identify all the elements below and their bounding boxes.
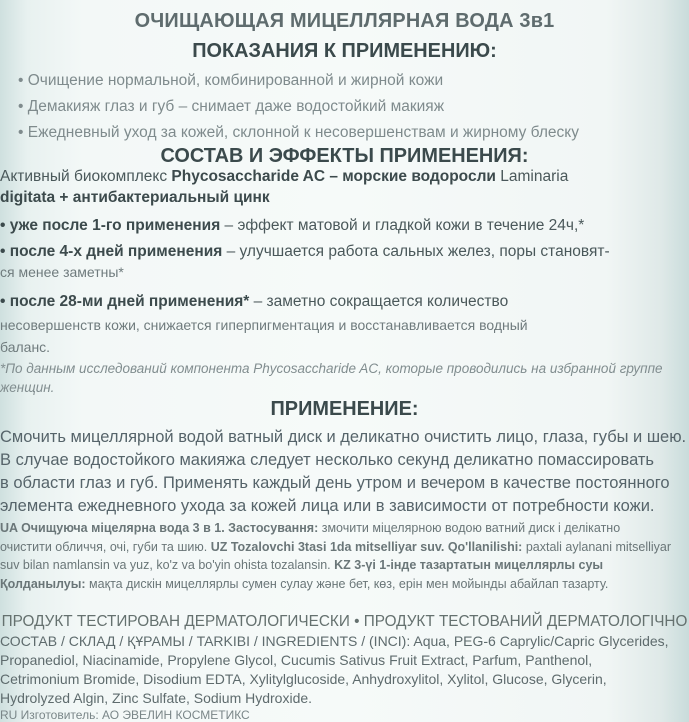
- indications-heading: ПОКАЗАНИЯ К ПРИМЕНЕНИЮ:: [192, 40, 497, 62]
- biocomplex-prefix: Активный биокомплекс: [0, 168, 168, 185]
- usage-line: В случае водостойкого макияжа следует несколько секунд деликатно помассировать: [0, 451, 655, 469]
- translation-ua-cont: очистити обличчя, очі, губи та шию.: [0, 540, 208, 554]
- effect-label: • после 28-ми дней применения*: [0, 293, 250, 310]
- footnote: *По данным исследований компонента Phycosaccharide AC, которые проводились на избранной группе: [0, 361, 663, 376]
- translation-ua: [0, 521, 620, 535]
- manufacturer-line: RU Изготовитель: АО ЭВЕЛИН КОСМЕТИКС: [0, 708, 250, 722]
- ingredients-line: [0, 633, 669, 649]
- usage-heading: ПРИМЕНЕНИЕ:: [270, 398, 419, 420]
- biocomplex-line: [0, 168, 568, 186]
- footnote: женщин.: [0, 380, 55, 395]
- usage-line: Смочить мицеллярной водой ватный диск и деликатно очистить лицо, глаза, губы и шею.: [0, 428, 687, 446]
- effect-text: – эффект матовой и гладкой кожи в течение 24ч,*: [220, 217, 585, 234]
- effect-label: • уже после 1-го применения: [0, 217, 221, 234]
- biocomplex-suffix: Laminaria: [500, 168, 569, 185]
- translation-uz-text: paxtali aylanani mitselliyar: [522, 540, 672, 554]
- effect-continuation: несовершенств кожи, снижается гиперпигментация и восстанавливается водный: [0, 317, 528, 333]
- translation-kz-text: мақта дискін мицеллярлы сумен сулау және бет, көз, ерін мен мойынды абайлап тазарту.: [85, 577, 609, 591]
- translation-ua-uz: [0, 540, 671, 554]
- indication-item: • Демакияж глаз и губ – снимает даже водостойкий макияж: [18, 98, 445, 115]
- usage-line: элемента ежедневного ухода за кожей лица или в зависимости от потребности кожи.: [0, 497, 655, 515]
- effect-continuation: ся менее заметны*: [0, 264, 124, 280]
- ingredients-line: Hydrolyzed Algin, Zinc Sulfate, Sodium Hydroxide.: [0, 690, 313, 706]
- translation-uz-kz: [0, 558, 603, 572]
- effect-text: – улучшается работа сальных желез, поры становят-: [222, 243, 610, 260]
- ingredients-text: Aqua, PEG-6 Caprylic/Capric Glycerides,: [410, 633, 669, 649]
- usage-line: в области глаз и губ. Применять каждый день утром и вечером в качестве постоянного: [0, 474, 670, 492]
- biocomplex-line-2: [0, 189, 270, 207]
- ingredients-line: Propanediol, Niacinamide, Propylene Glycol, Cucumis Sativus Fruit Extract, Parfum, Panthenol,: [0, 652, 593, 668]
- effect-item: [0, 293, 508, 311]
- effect-text: – заметно сокращается количество: [249, 293, 509, 310]
- ingredients-label: СОСТАВ / СКЛАД / ҚҰРАМЫ / TARKIBI / INGREDIENTS / (INCI):: [0, 633, 411, 649]
- effect-continuation: баланс.: [0, 339, 51, 355]
- translation-ua-text: змочити міцелярною водою ватний диск і делікатно: [318, 521, 621, 535]
- indication-item: • Ежедневный уход за кожей, склонной к несовершенствам и жирному блеску: [18, 124, 579, 141]
- translation-kz: [0, 577, 608, 591]
- biocomplex-name: Phycosaccharide AC – морские водоросли: [171, 168, 496, 185]
- composition-heading: СОСТАВ И ЭФФЕКТЫ ПРИМЕНЕНИЯ:: [160, 145, 529, 167]
- product-title: ОЧИЩАЮЩАЯ МИЦЕЛЛЯРНАЯ ВОДА 3в1: [134, 10, 555, 32]
- biocomplex-continuation: digitata + антибактериальный цинк: [0, 189, 270, 206]
- dermatologically-tested: ПРОДУКТ ТЕСТИРОВАН ДЕРМАТОЛОГИЧЕСКИ • ПРОДУКТ ТЕСТОВАНИЙ ДЕРМАТОЛОГІЧНО: [1, 613, 688, 630]
- effect-item: [0, 217, 584, 235]
- ingredients-line: Cetrimonium Bromide, Disodium EDTA, Xylitylglucoside, Anhydroxylitol, Xylitol, Glucose, Glycerin,: [0, 671, 607, 687]
- effect-label: • после 4-х дней применения: [0, 243, 223, 260]
- translation-ua-label: UA Очищуюча міцелярна вода 3 в 1. Застосування:: [0, 521, 319, 535]
- effect-item: [0, 243, 610, 261]
- indication-item: • Очищение нормальной, комбинированной и жирной кожи: [18, 72, 444, 89]
- translation-uz-label: UZ Tozalovchi 3tasi 1da mitselliyar suv. Qo'llanilishi:: [207, 540, 523, 554]
- translation-kz-label: KZ 3-үі 1-інде тазартатын мицеллярлы суы: [330, 558, 604, 572]
- translation-kz-usage-label: Қолданылуы:: [0, 577, 86, 591]
- translation-uz-cont: suv bilan namlansin va yuz, ko'z va bo'yin ohista tozalansin.: [0, 558, 331, 572]
